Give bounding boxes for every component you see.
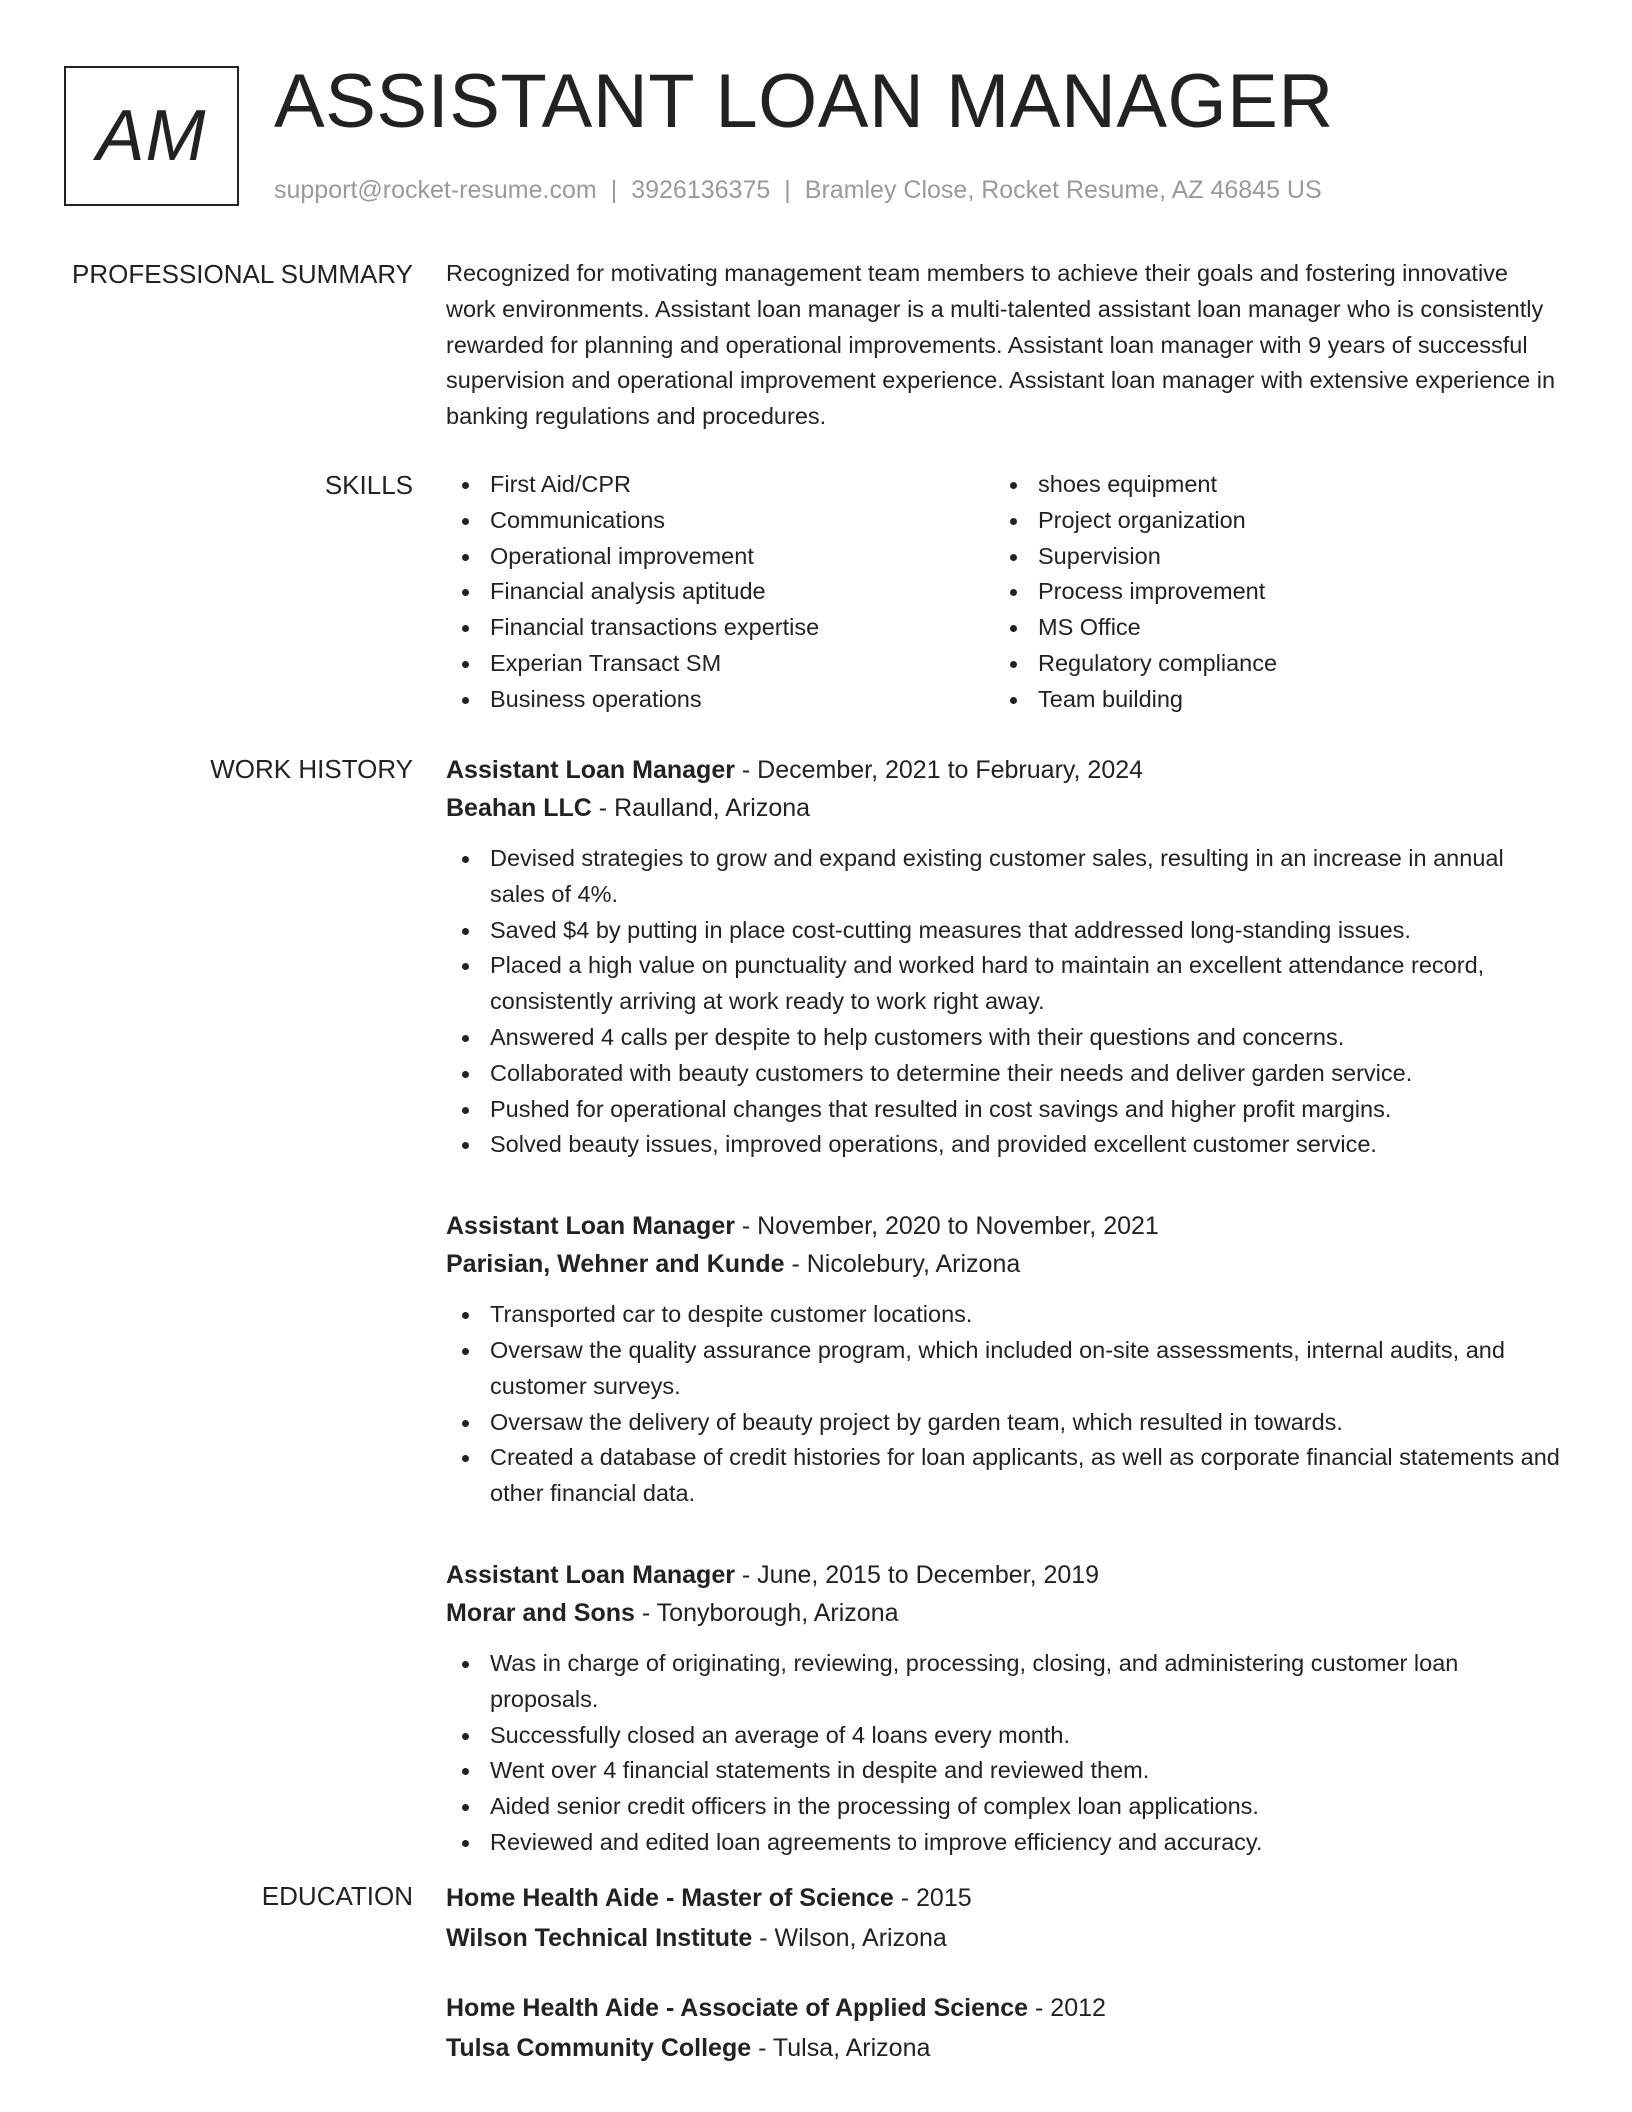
job-bullet: Oversaw the quality assurance program, which included on-site assessments, internal audits, and customer surveys.	[446, 1333, 1564, 1405]
job-bullet: Pushed for operational changes that resulted in cost savings and higher profit margins.	[446, 1092, 1564, 1128]
job-dates: - December, 2021 to February, 2024	[734, 756, 1144, 784]
job-dates: - November, 2020 to November, 2021	[734, 1212, 1159, 1241]
job-bullet: Aided senior credit officers in the processing of complex loan applications.	[446, 1789, 1564, 1825]
skill-item: Operational improvement	[446, 539, 994, 575]
job-title-line	[446, 1207, 1564, 1245]
job-bullet: Solved beauty issues, improved operations, and provided excellent customer service.	[446, 1127, 1564, 1163]
summary-text: Recognized for motivating management team members to achieve their goals and fostering innovative work environments. Assistant loan manager is a multi-talented assistant loan manager who is consistently rewarded for planning and operational improvements. Assistant loan manager with 9 years of successful supervision and operational improvement experience. Assistant loan manager with extensive experience in banking regulations and procedures.	[446, 260, 1556, 430]
job-company-line	[446, 1245, 1564, 1283]
job-bullets	[446, 1646, 1564, 1861]
job-bullet: Devised strategies to grow and expand existing customer sales, resulting in an increase in annual sales of 4%.	[446, 841, 1564, 913]
job-title-line	[446, 1556, 1564, 1594]
education-school-line	[446, 2028, 1564, 2068]
job-title: Assistant Loan Manager	[446, 756, 735, 784]
job-bullet: Reviewed and edited loan agreements to improve efficiency and accuracy.	[446, 1825, 1564, 1861]
contact-line	[274, 174, 1322, 206]
job-entry	[446, 1207, 1564, 1512]
job-company: Morar and Sons	[446, 1598, 635, 1627]
skill-item: Communications	[446, 503, 994, 539]
job-bullet: Answered 4 calls per despite to help customers with their questions and concerns.	[446, 1020, 1564, 1056]
skill-item: Experian Transact SM	[446, 646, 994, 682]
education-school: Wilson Technical Institute	[446, 1924, 753, 1952]
job-title-line	[446, 751, 1564, 789]
education-school: Tulsa Community College	[446, 2034, 752, 2062]
skill-item: Financial transactions expertise	[446, 610, 994, 646]
job-company: Parisian, Wehner and Kunde	[446, 1250, 785, 1279]
job-bullet: Successfully closed an average of 4 loans every month.	[446, 1718, 1564, 1754]
contact-email: support@rocket-resume.com	[274, 176, 597, 204]
education-degree-line	[446, 1878, 1564, 1918]
education-degree-line	[446, 1988, 1564, 2028]
job-bullet: Placed a high value on punctuality and worked hard to maintain an excellent attendance record, consistently arriving at work ready to work right away.	[446, 948, 1564, 1020]
education-entry	[446, 1988, 1564, 2068]
job-entry	[446, 1556, 1564, 1861]
job-company-line	[446, 789, 1564, 827]
skills-list-right	[994, 467, 1542, 718]
contact-separator: |	[784, 176, 791, 204]
skill-item: Regulatory compliance	[994, 646, 1542, 682]
education-degree: Home Health Aide - Associate of Applied Science	[446, 1994, 1029, 2022]
education-degree: Home Health Aide - Master of Science	[446, 1884, 894, 1912]
education-location: - Wilson, Arizona	[752, 1924, 947, 1952]
education-location: - Tulsa, Arizona	[751, 2034, 931, 2062]
skill-item: Project organization	[994, 503, 1542, 539]
job-location: - Tonyborough, Arizona	[634, 1598, 899, 1627]
job-location: - Raulland, Arizona	[591, 794, 811, 822]
job-title: Assistant Loan Manager	[446, 1212, 735, 1241]
job-bullet: Created a database of credit histories for loan applicants, as well as corporate financial statements and other financial data.	[446, 1440, 1564, 1512]
contact-separator: |	[610, 176, 618, 204]
job-bullet: Oversaw the delivery of beauty project by garden team, which resulted in towards.	[446, 1405, 1564, 1441]
job-bullet: Was in charge of originating, reviewing, processing, closing, and administering customer loan proposals.	[446, 1646, 1564, 1718]
skill-item: MS Office	[994, 610, 1542, 646]
initials-monogram: AM	[64, 66, 239, 206]
skills-list-left	[446, 467, 994, 718]
job-bullet: Transported car to despite customer locations.	[446, 1297, 1564, 1333]
job-location: - Nicolebury, Arizona	[784, 1250, 1021, 1279]
job-company-line	[446, 1594, 1564, 1632]
education-year: - 2012	[1028, 1994, 1106, 2022]
job-bullet: Went over 4 financial statements in despite and reviewed them.	[446, 1753, 1564, 1789]
job-title: Assistant Loan Manager	[446, 1560, 735, 1589]
skill-item: Financial analysis aptitude	[446, 574, 994, 610]
contact-phone: 3926136375	[631, 176, 771, 204]
skill-item: Team building	[994, 682, 1542, 718]
education-entry	[446, 1878, 1564, 1958]
page-title: ASSISTANT LOAN MANAGER	[274, 59, 1334, 144]
section-label-education: EDUCATION	[261, 1881, 413, 1911]
job-company: Beahan LLC	[446, 794, 592, 822]
skill-item: shoes equipment	[994, 467, 1542, 503]
skill-item: Business operations	[446, 682, 994, 718]
skill-item: First Aid/CPR	[446, 467, 994, 503]
skill-item: Process improvement	[994, 574, 1542, 610]
education-year: - 2015	[893, 1884, 972, 1912]
job-bullets	[446, 841, 1564, 1163]
job-bullet: Collaborated with beauty customers to determine their needs and deliver garden service.	[446, 1056, 1564, 1092]
contact-address: Bramley Close, Rocket Resume, AZ 46845 US	[804, 176, 1322, 204]
job-entry	[446, 751, 1564, 1163]
job-dates: - June, 2015 to December, 2019	[734, 1560, 1100, 1589]
section-label-summary: PROFESSIONAL SUMMARY	[72, 259, 413, 289]
job-bullets	[446, 1297, 1564, 1512]
education-school-line	[446, 1918, 1564, 1958]
skill-item: Supervision	[994, 539, 1542, 575]
job-bullet: Saved $4 by putting in place cost-cutting measures that addressed long-standing issues.	[446, 913, 1564, 949]
section-label-skills: SKILLS	[324, 470, 413, 500]
section-label-work-history: WORK HISTORY	[210, 754, 413, 784]
